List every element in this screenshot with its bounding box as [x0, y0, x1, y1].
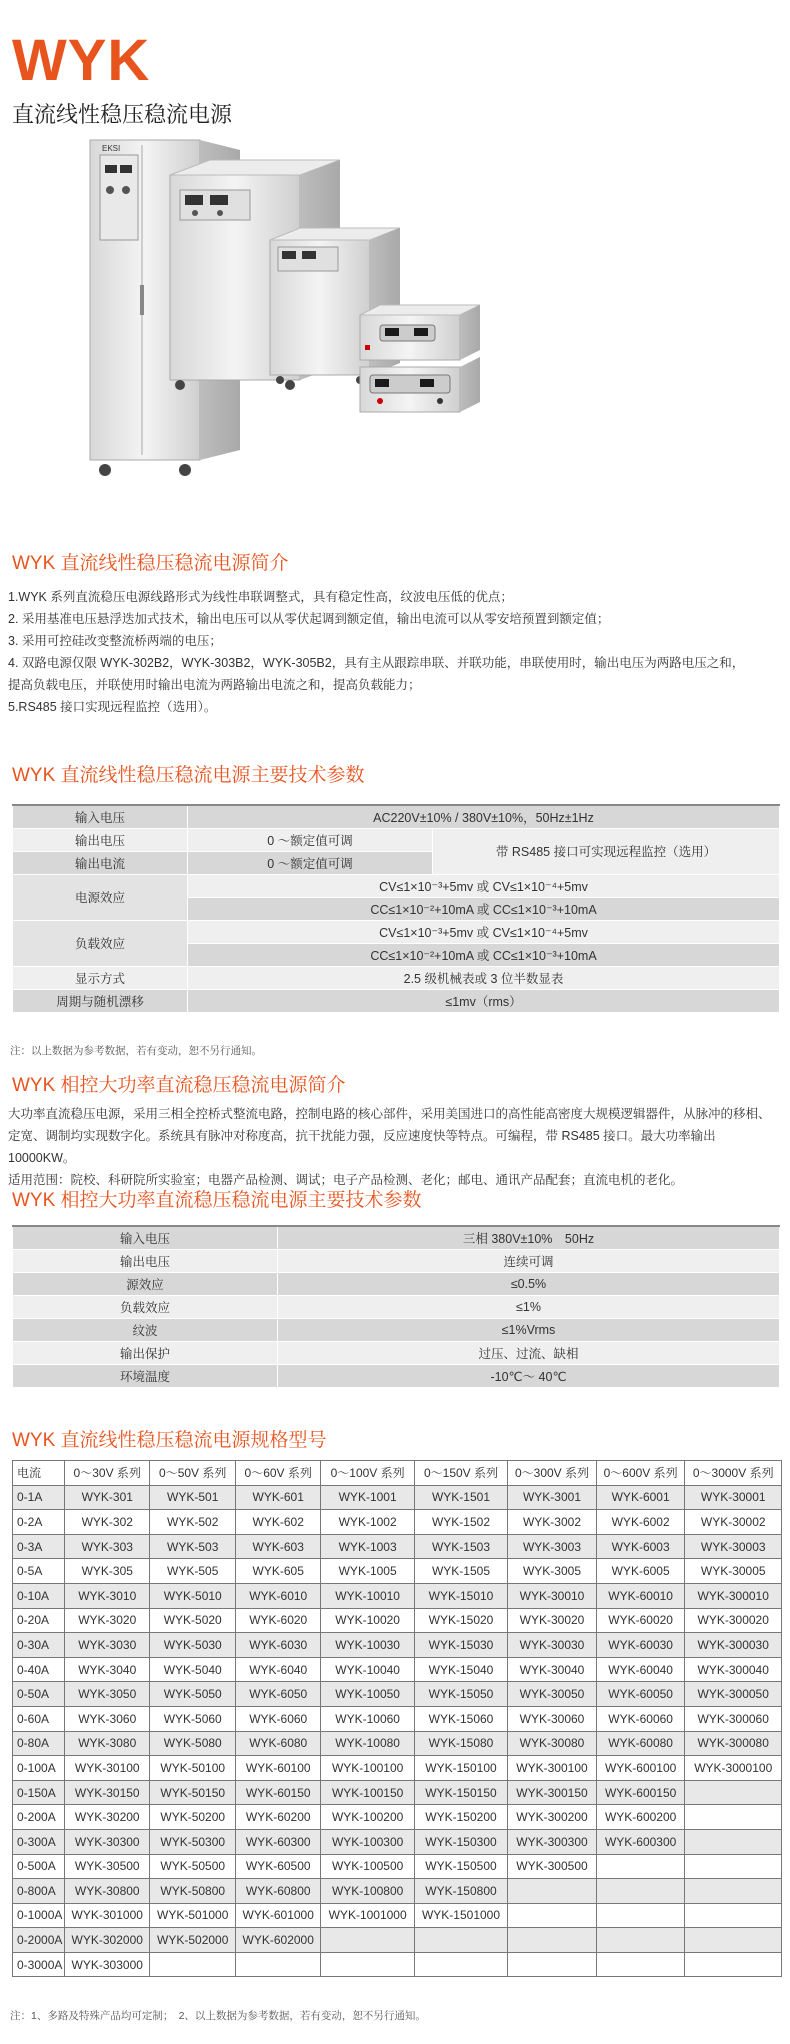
- table-row: [13, 1608, 782, 1633]
- model-cell: [508, 1903, 597, 1928]
- spec-label: 输出保护: [13, 1341, 278, 1364]
- table-row: [13, 1854, 782, 1879]
- model-cell: WYK-303000: [65, 1952, 150, 1977]
- spec-value: CC≤1×10⁻²+10mA 或 CC≤1×10⁻³+10mA: [188, 943, 780, 966]
- model-cell: WYK-505: [150, 1559, 235, 1584]
- model-cell: WYK-10030: [321, 1633, 414, 1658]
- model-cell: WYK-303: [65, 1534, 150, 1559]
- intro-line: 4. 双路电源仅限 WYK-302B2，WYK-303B2，WYK-305B2，具有主从跟踪串联、并联功能，串联使用时，输出电压为两路电压之和，: [8, 656, 745, 670]
- model-cell: WYK-30150: [65, 1780, 150, 1805]
- section-title-phase-spec: WYK 相控大功率直流稳压稳流电源主要技术参数: [12, 1190, 422, 1211]
- spec-label: 周期与随机漂移: [13, 989, 188, 1012]
- model-cell: WYK-5020: [150, 1608, 235, 1633]
- model-cell: [508, 1928, 597, 1953]
- model-cell: WYK-10020: [321, 1608, 414, 1633]
- table-row: [13, 1534, 782, 1559]
- model-cell: WYK-6010: [235, 1583, 320, 1608]
- model-cell: WYK-15060: [414, 1706, 507, 1731]
- spec-value: -10℃～ 40℃: [278, 1364, 780, 1387]
- model-cell: WYK-3005: [508, 1559, 597, 1584]
- model-cell: WYK-60010: [596, 1583, 685, 1608]
- model-cell: WYK-1505: [414, 1559, 507, 1584]
- current-cell: 0-2000A: [13, 1928, 65, 1953]
- model-cell: WYK-1003: [321, 1534, 414, 1559]
- model-cell: WYK-15050: [414, 1682, 507, 1707]
- current-cell: 0-300A: [13, 1829, 65, 1854]
- column-header: 0～60V 系列: [235, 1461, 320, 1486]
- model-cell: WYK-3001: [508, 1485, 597, 1510]
- model-cell: WYK-300060: [685, 1706, 782, 1731]
- spec-note: 注：以上数据为参考数据，若有变动，恕不另行通知。: [10, 1045, 262, 1057]
- column-header: 0～600V 系列: [596, 1461, 685, 1486]
- model-cell: WYK-50150: [150, 1780, 235, 1805]
- model-cell: WYK-600300: [596, 1829, 685, 1854]
- model-cell: WYK-100150: [321, 1780, 414, 1805]
- model-cell: WYK-501: [150, 1485, 235, 1510]
- models-note: 注：1、多路及特殊产品均可定制； 2、以上数据为参考数据，若有变动，恕不另行通知。: [10, 2010, 426, 2022]
- column-header: 0～3000V 系列: [685, 1461, 782, 1486]
- model-cell: WYK-150500: [414, 1854, 507, 1879]
- model-cell: WYK-50200: [150, 1805, 235, 1830]
- model-cell: WYK-300300: [508, 1829, 597, 1854]
- model-cell: WYK-6080: [235, 1731, 320, 1756]
- model-cell: [414, 1952, 507, 1977]
- model-cell: WYK-100500: [321, 1854, 414, 1879]
- current-cell: 0-30A: [13, 1633, 65, 1658]
- model-cell: WYK-30001: [685, 1485, 782, 1510]
- intro-line: 大功率直流稳压电源，采用三相全控桥式整流电路，控制电路的核心部件，采用美国进口的高性能高密度大规模逻辑器件，从脉冲的移相、: [8, 1107, 771, 1121]
- model-cell: WYK-300040: [685, 1657, 782, 1682]
- current-cell: 0-5A: [13, 1559, 65, 1584]
- model-cell: WYK-1005: [321, 1559, 414, 1584]
- spec-label: 输入电压: [13, 1226, 278, 1249]
- model-cell: WYK-1501: [414, 1485, 507, 1510]
- current-cell: 0-100A: [13, 1756, 65, 1781]
- current-cell: 0-1000A: [13, 1903, 65, 1928]
- spec-value: CC≤1×10⁻²+10mA 或 CC≤1×10⁻³+10mA: [188, 897, 780, 920]
- column-header: 0～30V 系列: [65, 1461, 150, 1486]
- model-cell: [414, 1928, 507, 1953]
- table-row: [13, 1952, 782, 1977]
- table-row: [13, 1272, 780, 1295]
- spec-value: 带 RS485 接口可实现远程监控（选用）: [433, 828, 780, 874]
- model-cell: [596, 1928, 685, 1953]
- model-cell: WYK-501000: [150, 1903, 235, 1928]
- model-cell: WYK-3002: [508, 1510, 597, 1535]
- model-cell: WYK-602: [235, 1510, 320, 1535]
- spec-value: ≤1%Vrms: [278, 1318, 780, 1341]
- model-cell: WYK-60060: [596, 1706, 685, 1731]
- model-cell: [321, 1928, 414, 1953]
- model-cell: [685, 1805, 782, 1830]
- model-cell: WYK-6050: [235, 1682, 320, 1707]
- model-cell: WYK-503: [150, 1534, 235, 1559]
- model-cell: WYK-305: [65, 1559, 150, 1584]
- current-cell: 0-200A: [13, 1805, 65, 1830]
- section-title-phase-intro: WYK 相控大功率直流稳压稳流电源简介: [12, 1075, 346, 1096]
- model-cell: WYK-30050: [508, 1682, 597, 1707]
- models-table: [12, 1460, 782, 1977]
- model-cell: WYK-605: [235, 1559, 320, 1584]
- model-cell: WYK-30040: [508, 1657, 597, 1682]
- model-cell: WYK-150200: [414, 1805, 507, 1830]
- table-row: [13, 1485, 782, 1510]
- current-cell: 0-40A: [13, 1657, 65, 1682]
- current-cell: 0-2A: [13, 1510, 65, 1535]
- spec-value: ≤1mv（rms）: [188, 989, 780, 1012]
- model-cell: WYK-601: [235, 1485, 320, 1510]
- table-row: [13, 1559, 782, 1584]
- spec-label: 负载效应: [13, 1295, 278, 1318]
- model-cell: WYK-30020: [508, 1608, 597, 1633]
- brand-title: WYK: [12, 28, 151, 93]
- model-cell: WYK-600150: [596, 1780, 685, 1805]
- model-cell: WYK-5050: [150, 1682, 235, 1707]
- table-row: [13, 828, 780, 851]
- table-row: [13, 966, 780, 989]
- model-cell: WYK-50800: [150, 1879, 235, 1904]
- spec-value: CV≤1×10⁻³+5mv 或 CV≤1×10⁻⁴+5mv: [188, 920, 780, 943]
- spec-label: 电源效应: [13, 874, 188, 920]
- table-row: [13, 920, 780, 943]
- model-cell: WYK-5060: [150, 1706, 235, 1731]
- model-cell: WYK-10010: [321, 1583, 414, 1608]
- model-cell: WYK-601000: [235, 1903, 320, 1928]
- spec-value: 过压、过流、缺相: [278, 1341, 780, 1364]
- model-cell: [235, 1952, 320, 1977]
- model-cell: WYK-300030: [685, 1633, 782, 1658]
- spec-label: 输出电压: [13, 1249, 278, 1272]
- model-cell: WYK-10080: [321, 1731, 414, 1756]
- model-cell: WYK-1002: [321, 1510, 414, 1535]
- model-cell: WYK-6030: [235, 1633, 320, 1658]
- model-cell: WYK-300150: [508, 1780, 597, 1805]
- model-cell: WYK-1503: [414, 1534, 507, 1559]
- current-cell: 0-500A: [13, 1854, 65, 1879]
- table-row: [13, 1657, 782, 1682]
- model-cell: WYK-5030: [150, 1633, 235, 1658]
- table-row: [13, 1318, 780, 1341]
- model-cell: WYK-10060: [321, 1706, 414, 1731]
- spec-table-phase: [12, 1225, 780, 1388]
- spec-value: 三相 380V±10% 50Hz: [278, 1226, 780, 1249]
- model-cell: WYK-60200: [235, 1805, 320, 1830]
- intro-line: 1.WYK 系列直流稳压电源线路形式为线性串联调整式，具有稳定性高，纹波电压低的优点；: [8, 590, 513, 604]
- model-cell: WYK-301000: [65, 1903, 150, 1928]
- model-cell: WYK-30800: [65, 1879, 150, 1904]
- model-cell: WYK-60050: [596, 1682, 685, 1707]
- model-cell: WYK-30030: [508, 1633, 597, 1658]
- spec-label: 负载效应: [13, 920, 188, 966]
- model-cell: WYK-30300: [65, 1829, 150, 1854]
- spec-value: ≤0.5%: [278, 1272, 780, 1295]
- model-cell: [596, 1879, 685, 1904]
- model-cell: WYK-3050: [65, 1682, 150, 1707]
- model-cell: WYK-30200: [65, 1805, 150, 1830]
- table-row: [13, 805, 780, 828]
- table-row: [13, 1226, 780, 1249]
- model-cell: WYK-6020: [235, 1608, 320, 1633]
- model-cell: WYK-30100: [65, 1756, 150, 1781]
- table-row: [13, 1903, 782, 1928]
- model-cell: WYK-300200: [508, 1805, 597, 1830]
- model-cell: WYK-15030: [414, 1633, 507, 1658]
- model-cell: WYK-150800: [414, 1879, 507, 1904]
- model-cell: WYK-60020: [596, 1608, 685, 1633]
- column-header: 0～100V 系列: [321, 1461, 414, 1486]
- spec-label: 环境温度: [13, 1364, 278, 1387]
- model-cell: [685, 1829, 782, 1854]
- model-cell: WYK-10040: [321, 1657, 414, 1682]
- model-cell: WYK-3060: [65, 1706, 150, 1731]
- table-row: [13, 1364, 780, 1387]
- spec-value: ≤1%: [278, 1295, 780, 1318]
- model-cell: WYK-1502: [414, 1510, 507, 1535]
- current-cell: 0-50A: [13, 1682, 65, 1707]
- model-cell: WYK-50300: [150, 1829, 235, 1854]
- table-row: [13, 1295, 780, 1318]
- page-subtitle: 直流线性稳压稳流电源: [12, 102, 233, 127]
- model-cell: WYK-300100: [508, 1756, 597, 1781]
- table-row: [13, 1780, 782, 1805]
- column-header: 电流: [13, 1461, 65, 1486]
- current-cell: 0-20A: [13, 1608, 65, 1633]
- table-row: [13, 1928, 782, 1953]
- model-cell: [685, 1928, 782, 1953]
- table-row: [13, 1682, 782, 1707]
- model-cell: WYK-150100: [414, 1756, 507, 1781]
- table-row: [13, 1341, 780, 1364]
- section-title-models: WYK 直流线性稳压稳流电源规格型号: [12, 1430, 327, 1451]
- model-cell: WYK-15020: [414, 1608, 507, 1633]
- model-cell: WYK-302000: [65, 1928, 150, 1953]
- column-header: 0～300V 系列: [508, 1461, 597, 1486]
- model-cell: WYK-1001000: [321, 1903, 414, 1928]
- table-header-row: [13, 1461, 782, 1486]
- intro-line: 5.RS485 接口实现远程监控（选用）。: [8, 700, 217, 714]
- model-cell: WYK-60500: [235, 1854, 320, 1879]
- model-cell: WYK-5010: [150, 1583, 235, 1608]
- model-cell: WYK-6005: [596, 1559, 685, 1584]
- table-row: [13, 989, 780, 1012]
- model-cell: WYK-60080: [596, 1731, 685, 1756]
- model-cell: WYK-60150: [235, 1780, 320, 1805]
- model-cell: WYK-600100: [596, 1756, 685, 1781]
- model-cell: WYK-10050: [321, 1682, 414, 1707]
- intro-line: 提高负载电压，并联使用时输出电流为两路输出电流之和，提高负载能力；: [8, 678, 421, 692]
- bench-units: [360, 305, 480, 412]
- intro-line: 2. 采用基准电压悬浮迭加式技术，输出电压可以从零伏起调到额定值，输出电流可以从零安培预置到额定值；: [8, 612, 610, 626]
- model-cell: WYK-301: [65, 1485, 150, 1510]
- table-row: [13, 874, 780, 897]
- current-cell: 0-3000A: [13, 1952, 65, 1977]
- table-row: [13, 1249, 780, 1272]
- spec-label: 输出电流: [13, 851, 188, 874]
- spec-value: 0 ～额定值可调: [188, 851, 433, 874]
- table-row: [13, 1829, 782, 1854]
- cabinet-logo: EKSI: [102, 144, 121, 153]
- model-cell: WYK-300010: [685, 1583, 782, 1608]
- spec-value: 2.5 级机械表或 3 位半数显表: [188, 966, 780, 989]
- model-cell: WYK-30060: [508, 1706, 597, 1731]
- model-cell: WYK-50500: [150, 1854, 235, 1879]
- spec-label: 纹波: [13, 1318, 278, 1341]
- model-cell: WYK-6001: [596, 1485, 685, 1510]
- model-cell: WYK-150150: [414, 1780, 507, 1805]
- model-cell: WYK-60030: [596, 1633, 685, 1658]
- spec-value: CV≤1×10⁻³+5mv 或 CV≤1×10⁻⁴+5mv: [188, 874, 780, 897]
- model-cell: WYK-6002: [596, 1510, 685, 1535]
- model-cell: WYK-300050: [685, 1682, 782, 1707]
- model-cell: WYK-15080: [414, 1731, 507, 1756]
- model-cell: WYK-6060: [235, 1706, 320, 1731]
- model-cell: [596, 1903, 685, 1928]
- model-cell: [150, 1952, 235, 1977]
- model-cell: WYK-600200: [596, 1805, 685, 1830]
- model-cell: WYK-300020: [685, 1608, 782, 1633]
- model-cell: WYK-300080: [685, 1731, 782, 1756]
- current-cell: 0-3A: [13, 1534, 65, 1559]
- section-title-spec: WYK 直流线性稳压稳流电源主要技术参数: [12, 765, 365, 786]
- model-cell: WYK-30005: [685, 1559, 782, 1584]
- model-cell: WYK-15040: [414, 1657, 507, 1682]
- model-cell: WYK-100200: [321, 1805, 414, 1830]
- model-cell: WYK-60100: [235, 1756, 320, 1781]
- current-cell: 0-150A: [13, 1780, 65, 1805]
- model-cell: WYK-30002: [685, 1510, 782, 1535]
- model-cell: WYK-150300: [414, 1829, 507, 1854]
- current-cell: 0-80A: [13, 1731, 65, 1756]
- current-cell: 0-1A: [13, 1485, 65, 1510]
- model-cell: [508, 1952, 597, 1977]
- current-cell: 0-800A: [13, 1879, 65, 1904]
- spec-value: 连续可调: [278, 1249, 780, 1272]
- model-cell: WYK-60800: [235, 1879, 320, 1904]
- model-cell: WYK-6003: [596, 1534, 685, 1559]
- table-row: [13, 1633, 782, 1658]
- model-cell: WYK-502: [150, 1510, 235, 1535]
- model-cell: WYK-302: [65, 1510, 150, 1535]
- intro-line: 适用范围：院校、科研院所实验室；电器产品检测、调试；电子产品检测、老化；邮电、通讯产品配套；直流电机的老化。: [8, 1173, 684, 1187]
- model-cell: WYK-3040: [65, 1657, 150, 1682]
- model-cell: WYK-300500: [508, 1854, 597, 1879]
- model-cell: WYK-100800: [321, 1879, 414, 1904]
- table-row: [13, 1583, 782, 1608]
- model-cell: WYK-3020: [65, 1608, 150, 1633]
- model-cell: [685, 1780, 782, 1805]
- spec-value: AC220V±10% / 380V±10%，50Hz±1Hz: [188, 805, 780, 828]
- phase-intro-text: [8, 1103, 783, 1191]
- spec-label: 源效应: [13, 1272, 278, 1295]
- intro-line: 定宽、调制均实现数字化。系统具有脉冲对称度高，抗干扰能力强，反应速度快等特点。可编程，带 RS485 接口。最大功率输出10000KW。: [8, 1129, 716, 1165]
- model-cell: WYK-602000: [235, 1928, 320, 1953]
- model-cell: [508, 1879, 597, 1904]
- model-cell: WYK-60040: [596, 1657, 685, 1682]
- model-cell: WYK-30003: [685, 1534, 782, 1559]
- model-cell: WYK-5080: [150, 1731, 235, 1756]
- model-cell: [685, 1952, 782, 1977]
- model-cell: WYK-502000: [150, 1928, 235, 1953]
- product-image: [80, 135, 720, 535]
- model-cell: WYK-6040: [235, 1657, 320, 1682]
- model-cell: [596, 1854, 685, 1879]
- model-cell: WYK-100300: [321, 1829, 414, 1854]
- spec-table-linear: [12, 804, 780, 1013]
- model-cell: WYK-30080: [508, 1731, 597, 1756]
- intro-text: [8, 586, 783, 718]
- model-cell: WYK-100100: [321, 1756, 414, 1781]
- table-row: [13, 1731, 782, 1756]
- model-cell: WYK-5040: [150, 1657, 235, 1682]
- spec-label: 显示方式: [13, 966, 188, 989]
- current-cell: 0-60A: [13, 1706, 65, 1731]
- model-cell: WYK-50100: [150, 1756, 235, 1781]
- model-cell: [596, 1952, 685, 1977]
- model-cell: WYK-3000100: [685, 1756, 782, 1781]
- table-row: [13, 1879, 782, 1904]
- column-header: 0～150V 系列: [414, 1461, 507, 1486]
- model-cell: WYK-3010: [65, 1583, 150, 1608]
- spec-label: 输入电压: [13, 805, 188, 828]
- model-cell: [685, 1854, 782, 1879]
- model-cell: WYK-60300: [235, 1829, 320, 1854]
- spec-label: 输出电压: [13, 828, 188, 851]
- section-title-intro: WYK 直流线性稳压稳流电源简介: [12, 553, 289, 574]
- model-cell: [321, 1952, 414, 1977]
- model-cell: WYK-15010: [414, 1583, 507, 1608]
- model-cell: WYK-603: [235, 1534, 320, 1559]
- model-cell: WYK-30010: [508, 1583, 597, 1608]
- model-cell: WYK-1501000: [414, 1903, 507, 1928]
- current-cell: 0-10A: [13, 1583, 65, 1608]
- column-header: 0～50V 系列: [150, 1461, 235, 1486]
- model-cell: WYK-1001: [321, 1485, 414, 1510]
- model-cell: WYK-3080: [65, 1731, 150, 1756]
- model-cell: WYK-3030: [65, 1633, 150, 1658]
- table-row: [13, 1706, 782, 1731]
- model-cell: WYK-30500: [65, 1854, 150, 1879]
- table-row: [13, 1756, 782, 1781]
- intro-line: 3. 采用可控硅改变整流桥两端的电压；: [8, 634, 222, 648]
- model-cell: [685, 1879, 782, 1904]
- table-row: [13, 1805, 782, 1830]
- table-row: [13, 1510, 782, 1535]
- model-cell: WYK-3003: [508, 1534, 597, 1559]
- model-cell: [685, 1903, 782, 1928]
- spec-value: 0 ～额定值可调: [188, 828, 433, 851]
